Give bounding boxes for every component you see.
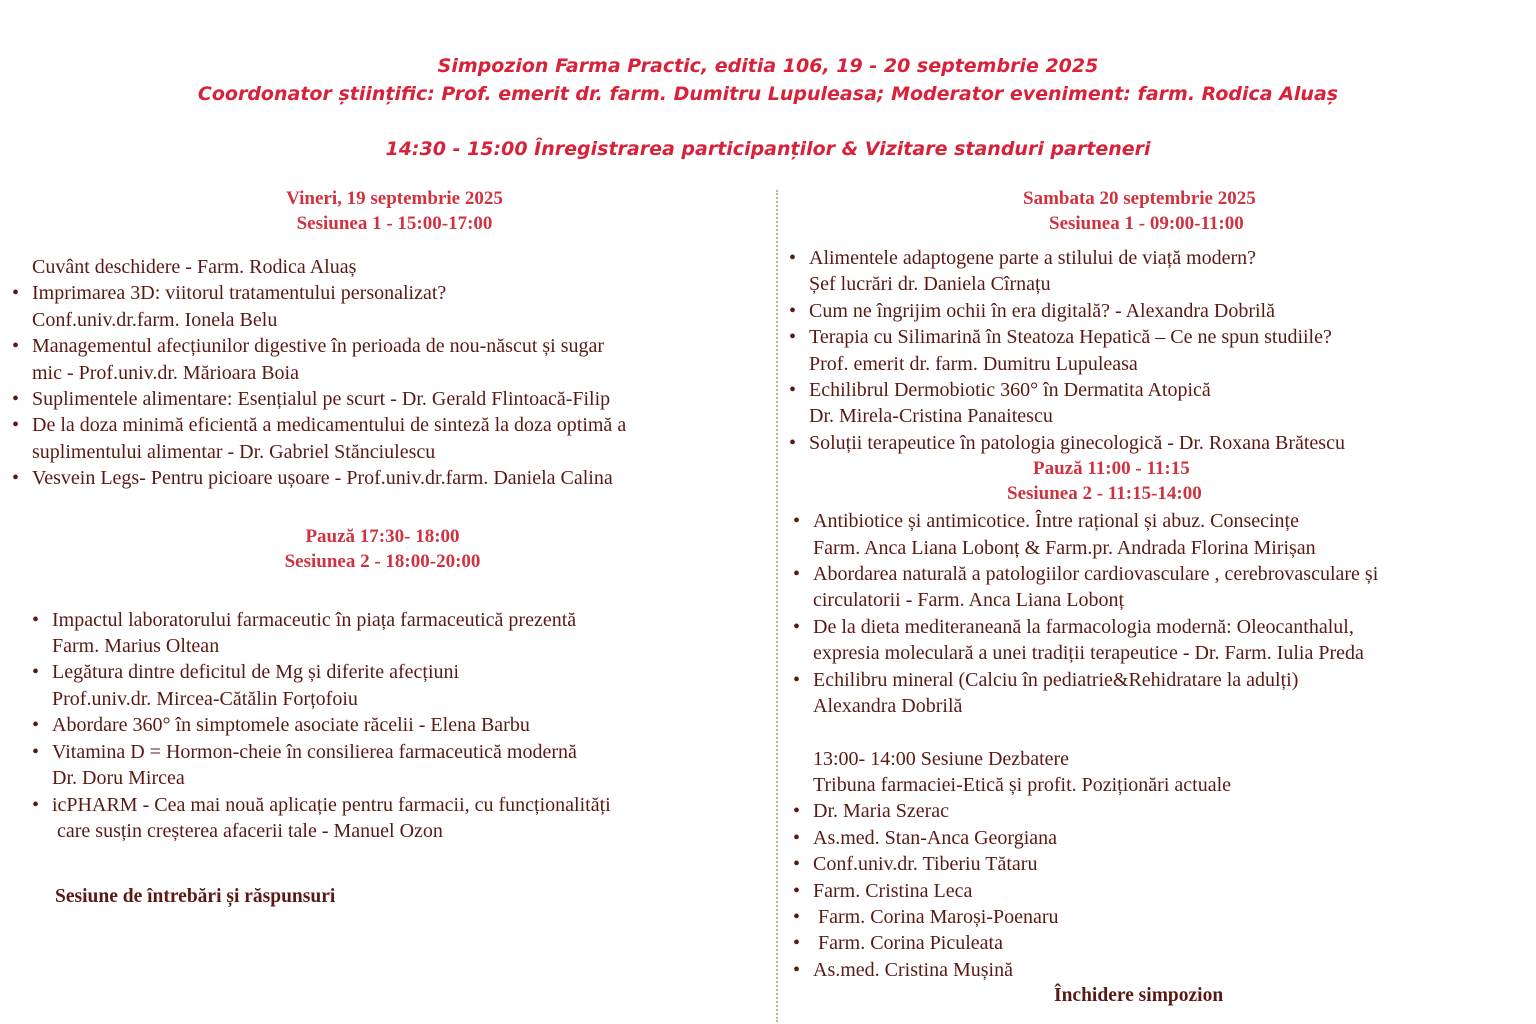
qa-session: Sesiune de întrebări și răspunsuri bbox=[55, 886, 336, 908]
opening-speech: Cuvânt deschidere - Farm. Rodica Aluaș bbox=[32, 256, 357, 278]
debate-speaker bbox=[813, 904, 1520, 930]
friday-date: Vineri, 19 septembrie 2025 bbox=[286, 188, 503, 209]
agenda-item-detail: circulatorii - Farm. Anca Liana Lobonț bbox=[813, 589, 1125, 612]
agenda-item-detail: Conf.univ.dr.farm. Ionela Belu bbox=[32, 308, 278, 331]
agenda-item-title: • Legătura dintre deficitul de Mg și diferite afecțiuni bbox=[52, 661, 460, 684]
agenda-item bbox=[32, 386, 775, 412]
agenda-item-detail: Dr. Mirela-Cristina Panaitescu bbox=[809, 405, 1053, 428]
agenda-item bbox=[809, 430, 1520, 456]
agenda-item bbox=[809, 324, 1520, 377]
agenda-item bbox=[52, 792, 775, 845]
agenda-item-title: • De la dieta mediteraneană la farmacologia modernă: Oleocanthalul, bbox=[813, 615, 1354, 638]
agenda-item-title: • Antibiotice și antimicotice. Între rațional și abuz. Consecințe bbox=[813, 510, 1299, 533]
debate-speaker bbox=[813, 798, 1520, 824]
agenda-item bbox=[32, 412, 775, 465]
agenda-item-title: • De la doza minimă eficientă a medicamentului de sinteză la doza optimă a bbox=[32, 414, 627, 437]
debate-speaker bbox=[813, 957, 1520, 983]
agenda-item-title: • Abordarea naturală a patologiilor cardiovasculare , cerebrovasculare și bbox=[813, 563, 1379, 586]
agenda-item-title: • Echilibrul Dermobiotic 360° în Dermatita Atopică bbox=[809, 379, 1211, 402]
agenda-item bbox=[52, 659, 775, 712]
agenda-item bbox=[52, 739, 775, 792]
saturday-date: Sambata 20 septembrie 2025 bbox=[1023, 188, 1256, 209]
agenda-item-title: • Soluții terapeutice în patologia ginecologică - Dr. Roxana Brătescu bbox=[809, 431, 1345, 454]
agenda-item-detail: Prof.univ.dr. Mircea-Cătălin Forțofoiu bbox=[52, 687, 358, 710]
friday-session2-title: Sesiunea 2 - 18:00-20:00 bbox=[284, 550, 481, 572]
agenda-item bbox=[813, 561, 1520, 614]
agenda-item-title: • Managementul afecțiunilor digestive în perioada de nou-născut și sugar bbox=[32, 335, 605, 358]
friday-session2-list bbox=[0, 607, 775, 845]
agenda-item-title: • Farm. Corina Piculeata bbox=[813, 932, 1003, 955]
saturday-column bbox=[780, 186, 1520, 1007]
agenda-item bbox=[809, 245, 1520, 298]
agenda-item bbox=[52, 607, 775, 660]
agenda-item-title: • Dr. Maria Szerac bbox=[813, 800, 950, 823]
agenda-item-title: • Farm. Cristina Leca bbox=[813, 879, 973, 902]
saturday-session2-list bbox=[780, 508, 1520, 719]
saturday-session2-title: Sesiunea 2 - 11:15-14:00 bbox=[1007, 483, 1202, 505]
agenda-item-detail: suplimentului alimentar - Dr. Gabriel Stănciulescu bbox=[32, 440, 436, 463]
column-divider bbox=[776, 190, 778, 1022]
agenda-item-detail: Farm. Marius Oltean bbox=[52, 635, 220, 658]
agenda-item-title: • Abordare 360° în simptomele asociate răcelii - Elena Barbu bbox=[52, 714, 530, 737]
debate-speaker bbox=[813, 851, 1520, 877]
agenda-item-detail: expresia moleculară a unei tradiții terapeutice - Dr. Farm. Iulia Preda bbox=[813, 642, 1364, 665]
agenda-item bbox=[809, 377, 1520, 430]
friday-session1-list bbox=[32, 280, 775, 491]
agenda-item-detail: mic - Prof.univ.dr. Mărioara Boia bbox=[32, 361, 299, 384]
closing: Închidere simpozion bbox=[1054, 985, 1224, 1007]
agenda-item-title: • Vesvein Legs- Pentru picioare ușoare - Prof.univ.dr.farm. Daniela Calina bbox=[32, 467, 613, 490]
agenda-item-title: • icPHARM - Cea mai nouă aplicație pentru farmacii, cu funcționalități bbox=[52, 793, 611, 816]
debate-time: 13:00- 14:00 Sesiune Dezbatere bbox=[813, 747, 1070, 770]
agenda-item-detail: Alexandra Dobrilă bbox=[813, 695, 963, 718]
agenda-item-title: • Cum ne îngrijim ochii în era digitală? - Alexandra Dobrilă bbox=[809, 299, 1275, 322]
saturday-session1-title: Sesiunea 1 - 09:00-11:00 bbox=[1049, 213, 1244, 234]
saturday-break: Pauză 11:00 - 11:15 bbox=[1033, 458, 1190, 480]
debate-speakers-list bbox=[813, 798, 1520, 983]
agenda-item bbox=[32, 280, 775, 333]
agenda-item bbox=[813, 508, 1520, 561]
agenda-item-title: • Alimentele adaptogene parte a stilului de viață modern? bbox=[809, 247, 1257, 269]
agenda-item bbox=[809, 298, 1520, 324]
agenda-item bbox=[32, 333, 775, 386]
agenda-item-detail: Dr. Doru Mircea bbox=[52, 767, 185, 790]
event-title: Simpozion Farma Practic, editia 106, 19 - 20 septembrie 2025 bbox=[437, 55, 1099, 77]
agenda-item bbox=[32, 465, 775, 491]
agenda-item bbox=[813, 614, 1520, 667]
agenda-item-title: • As.med. Stan-Anca Georgiana bbox=[813, 826, 1058, 849]
agenda-item bbox=[52, 712, 775, 738]
agenda-item-title: • Conf.univ.dr. Tiberiu Tătaru bbox=[813, 853, 1038, 876]
saturday-session1-list bbox=[780, 245, 1520, 456]
agenda-item-title: • Imprimarea 3D: viitorul tratamentului personalizat? bbox=[32, 282, 447, 305]
agenda-item-title: • Farm. Corina Maroși-Poenaru bbox=[813, 905, 1059, 928]
agenda-item-detail: Prof. emerit dr. farm. Dumitru Lupuleasa bbox=[809, 352, 1138, 375]
debate-speaker bbox=[813, 825, 1520, 851]
agenda-item-detail: care susțin creșterea afacerii tale - Manuel Ozon bbox=[52, 819, 443, 842]
agenda-item-detail: Șef lucrări dr. Daniela Cîrnațu bbox=[809, 273, 1051, 296]
event-coordinators: Coordonator științific: Prof. emerit dr. farm. Dumitru Lupuleasa; Moderator eveniment: farm. Rodica Aluaș bbox=[197, 83, 1339, 105]
agenda-item-title: • Echilibru mineral (Calciu în pediatrie&Rehidratare la adulți) bbox=[813, 668, 1299, 691]
agenda-item-title: • Terapia cu Silimarină în Steatoza Hepatică – Ce ne spun studiile? bbox=[809, 326, 1332, 349]
agenda-item-title: • As.med. Cristina Mușină bbox=[813, 958, 1013, 981]
agenda-item-title: • Impactul laboratorului farmaceutic în piața farmaceutică prezentă bbox=[52, 608, 577, 631]
friday-break: Pauză 17:30- 18:00 bbox=[305, 525, 460, 547]
agenda-item bbox=[813, 667, 1520, 720]
debate-topic: Tribuna farmaciei-Etică și profit. Poziționări actuale bbox=[813, 773, 1232, 796]
debate-speaker bbox=[813, 878, 1520, 904]
registration-line: 14:30 - 15:00 Înregistrarea participanților & Vizitare standuri parteneri bbox=[385, 138, 1151, 160]
friday-column bbox=[0, 186, 775, 908]
agenda-item-title: • Suplimentele alimentare: Esențialul pe scurt - Dr. Gerald Flintoacă-Filip bbox=[32, 388, 611, 411]
agenda-item-detail: Farm. Anca Liana Lobonț & Farm.pr. Andrada Florina Mirișan bbox=[813, 536, 1316, 559]
agenda-item-title: • Vitamina D = Hormon-cheie în consilierea farmaceutică modernă bbox=[52, 740, 577, 763]
friday-session1-title: Sesiunea 1 - 15:00-17:00 bbox=[296, 213, 493, 234]
debate-speaker bbox=[813, 930, 1520, 956]
